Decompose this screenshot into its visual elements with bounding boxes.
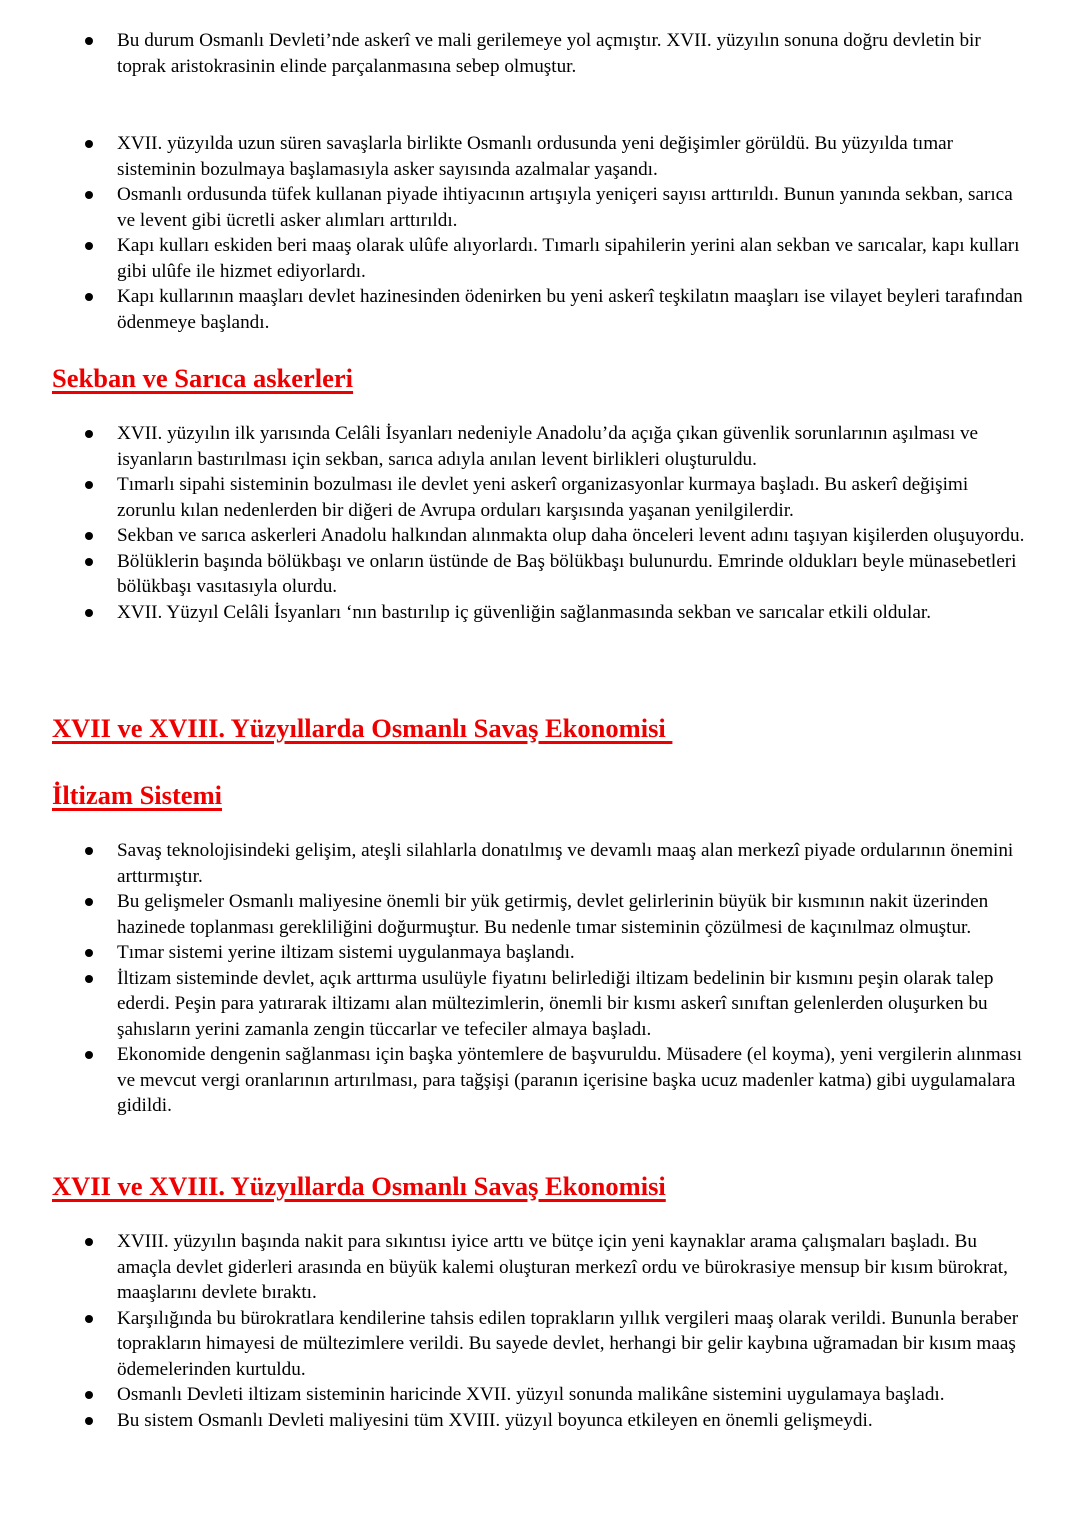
list-item [0, 472, 1080, 523]
bullet-icon [85, 191, 93, 199]
list-item [0, 421, 1080, 472]
bullet-icon [85, 1315, 93, 1323]
list-item-text: Ekonomide dengenin sağlanması için başka yöntemlere de başvuruldu. Müsadere (el koyma), yeni vergilerin alınması ve mevcut vergi oranlarının artırılması, para tağşişi (paranın içerisine başka ucuz madenler katma) gibi uygulamalara gidildi. [117, 1044, 1022, 1116]
section-heading-savas-ekonomisi-1: XVII ve XVIII. Yüzyıllarda Osmanlı Savaş Ekonomisi [52, 713, 673, 743]
bullet-icon [85, 430, 93, 438]
section-heading-sekban: Sekban ve Sarıca askerleri [52, 363, 354, 393]
bullet-icon [85, 532, 93, 540]
bullet-icon [85, 481, 93, 489]
intro-bullet-list-2 [0, 131, 1080, 335]
bullet-icon [85, 1238, 93, 1246]
bullet-icon [85, 898, 93, 906]
bullet-icon [85, 293, 93, 301]
list-item-text: Sekban ve sarıca askerleri Anadolu halkından alınmakta olup daha önceleri levent adını taşıyan kişilerden oluşuyordu. [117, 525, 1025, 546]
list-item [0, 1382, 1080, 1408]
savas-ekonomisi-bullet-list [0, 1229, 1080, 1433]
list-item-text: Osmanlı Devleti iltizam sisteminin haricinde XVII. yüzyıl sonunda malikâne sistemini uygulamaya başladı. [117, 1384, 945, 1405]
list-item [0, 966, 1080, 1043]
list-item-text: Savaş teknolojisindeki gelişim, ateşli silahlarla donatılmış ve devamlı maaş alan merkezî piyade ordularının önemini arttırmıştır. [117, 840, 1014, 887]
bullet-icon [85, 558, 93, 566]
list-item [0, 1042, 1080, 1119]
bullet-icon [85, 1391, 93, 1399]
list-item [0, 182, 1080, 233]
list-item-text: Karşılığında bu bürokratlara kendilerine tahsis edilen toprakların yıllık vergileri maaş olarak verildi. Bununla beraber toprakların himayesi de mültezimlere verildi. Bu sayede devlet, herhangi bir gelir kaybına uğramadan bir kısım maaş ödemelerinden kurtuldu. [117, 1307, 1019, 1380]
bullet-icon [85, 847, 93, 855]
list-item [0, 549, 1080, 600]
bullet-icon [85, 975, 93, 983]
list-item [0, 600, 1080, 626]
list-item [0, 1229, 1080, 1306]
intro-bullet-list-1 [0, 28, 1080, 79]
list-item-text: XVII. yüzyılın ilk yarısında Celâli İsyanları nedeniyle Anadolu’da açığa çıkan güvenlik sorunlarının aşılması ve isyanların bastırılması için sekban, sarıca adıyla anılan levent birlikleri oluşturuldu. [117, 423, 979, 470]
list-item-text: Bu sistem Osmanlı Devleti maliyesini tüm XVIII. yüzyıl boyunca etkileyen en önemli gelişmeydi. [117, 1409, 873, 1431]
list-item-text: XVII. yüzyılda uzun süren savaşlarla birlikte Osmanlı ordusunda yeni değişimler görüldü. Bu yüzyılda tımar sisteminin bozulmaya başlamasıyla asker sayısında azalmalar yaşandı. [117, 133, 954, 180]
list-item [0, 940, 1080, 966]
bullet-icon [85, 949, 93, 957]
list-item [0, 28, 1080, 79]
list-item-text: İltizam sisteminde devlet, açık arttırma usulüyle fiyatını belirlediği iltizam bedelinin bir kısmını peşin olarak talep ederdi. Peşin para yatırarak iltizamı alan mültezimlerin, önemli bir kısmı askerî sınıftan gelenlerden oluşurken bu şahısların yerini zamanla zengin tüccarlar ve tefeciler almaya başladı. [117, 967, 994, 1040]
bullet-icon [85, 1051, 93, 1059]
bullet-icon [85, 242, 93, 250]
list-item [0, 131, 1080, 182]
list-item-text: XVIII. yüzyılın başında nakit para sıkıntısı iyice arttı ve bütçe için yeni kaynaklar arama çalışmaları başladı. Bu amaçla devlet giderleri arasında en büyük kalemi oluşturan merkezî ordu ve bürokrasiye mensup bir kısım bürokrat, maaşlarını devlete bıraktı. [117, 1231, 1008, 1303]
iltizam-bullet-list [0, 838, 1080, 1119]
list-item [0, 838, 1080, 889]
section-heading-savas-ekonomisi-2: XVII ve XVIII. Yüzyıllarda Osmanlı Savaş Ekonomisi [52, 1171, 666, 1201]
sekban-bullet-list [0, 421, 1080, 625]
list-item-text: Bölüklerin başında bölükbaşı ve onların üstünde de Baş bölükbaşı bulunurdu. Emrinde oldukları beyle münasebetleri bölükbaşı vasıtasıyla olurdu. [117, 550, 1017, 597]
list-item [0, 233, 1080, 284]
list-item-text: Tımarlı sipahi sisteminin bozulması ile devlet yeni askerî organizasyonlar kurmaya başladı. Bu askerî değişimi zorunlu kılan nedenlerden bir diğeri de Avrupa orduları karşısında yaşanan yenilgilerdir. [117, 474, 969, 521]
list-item-text: Osmanlı ordusunda tüfek kullanan piyade ihtiyacının artışıyla yeniçeri sayısı arttırıldı. Bunun yanında sekban, sarıca ve levent gibi ücretli asker alımları arttırıldı. [117, 184, 1013, 231]
list-item [0, 523, 1080, 549]
list-item-text: Bu durum Osmanlı Devleti’nde askerî ve mali gerilemeye yol açmıştır. XVII. yüzyılın sonuna doğru devletin bir toprak aristokrasinin elinde parçalanmasına sebep olmuştur. [117, 30, 981, 77]
bullet-icon [85, 1417, 93, 1425]
list-item [0, 284, 1080, 335]
bullet-icon [85, 609, 93, 617]
section-heading-iltizam: İltizam Sistemi [52, 780, 223, 810]
list-item [0, 889, 1080, 940]
bullet-icon [85, 140, 93, 148]
list-item [0, 1306, 1080, 1383]
list-item-text: XVII. Yüzyıl Celâli İsyanları ‘nın bastırılıp iç güvenliğin sağlanmasında sekban ve sarıcalar etkili oldular. [117, 601, 931, 623]
list-item-text: Kapı kullarının maaşları devlet hazinesinden ödenirken bu yeni askerî teşkilatın maaşları ise vilayet beyleri tarafından ödenmeye başlandı. [117, 286, 1023, 333]
list-item-text: Bu gelişmeler Osmanlı maliyesine önemli bir yük getirmiş, devlet gelirlerinin büyük bir kısmının nakit üzerinden hazinede toplanması gerekliliğini doğurmuştur. Bu nedenle tımar sisteminin çözülmesi de kaçınılmaz olmuştur. [117, 891, 989, 938]
list-item-text: Tımar sistemi yerine iltizam sistemi uygulanmaya başlandı. [117, 942, 575, 963]
bullet-icon [85, 37, 93, 45]
list-item [0, 1408, 1080, 1434]
list-item-text: Kapı kulları eskiden beri maaş olarak ulûfe alıyorlardı. Tımarlı sipahilerin yerini alan sekban ve sarıcalar, kapı kulları gibi ulûfe ile hizmet ediyorlardı. [117, 235, 1020, 282]
